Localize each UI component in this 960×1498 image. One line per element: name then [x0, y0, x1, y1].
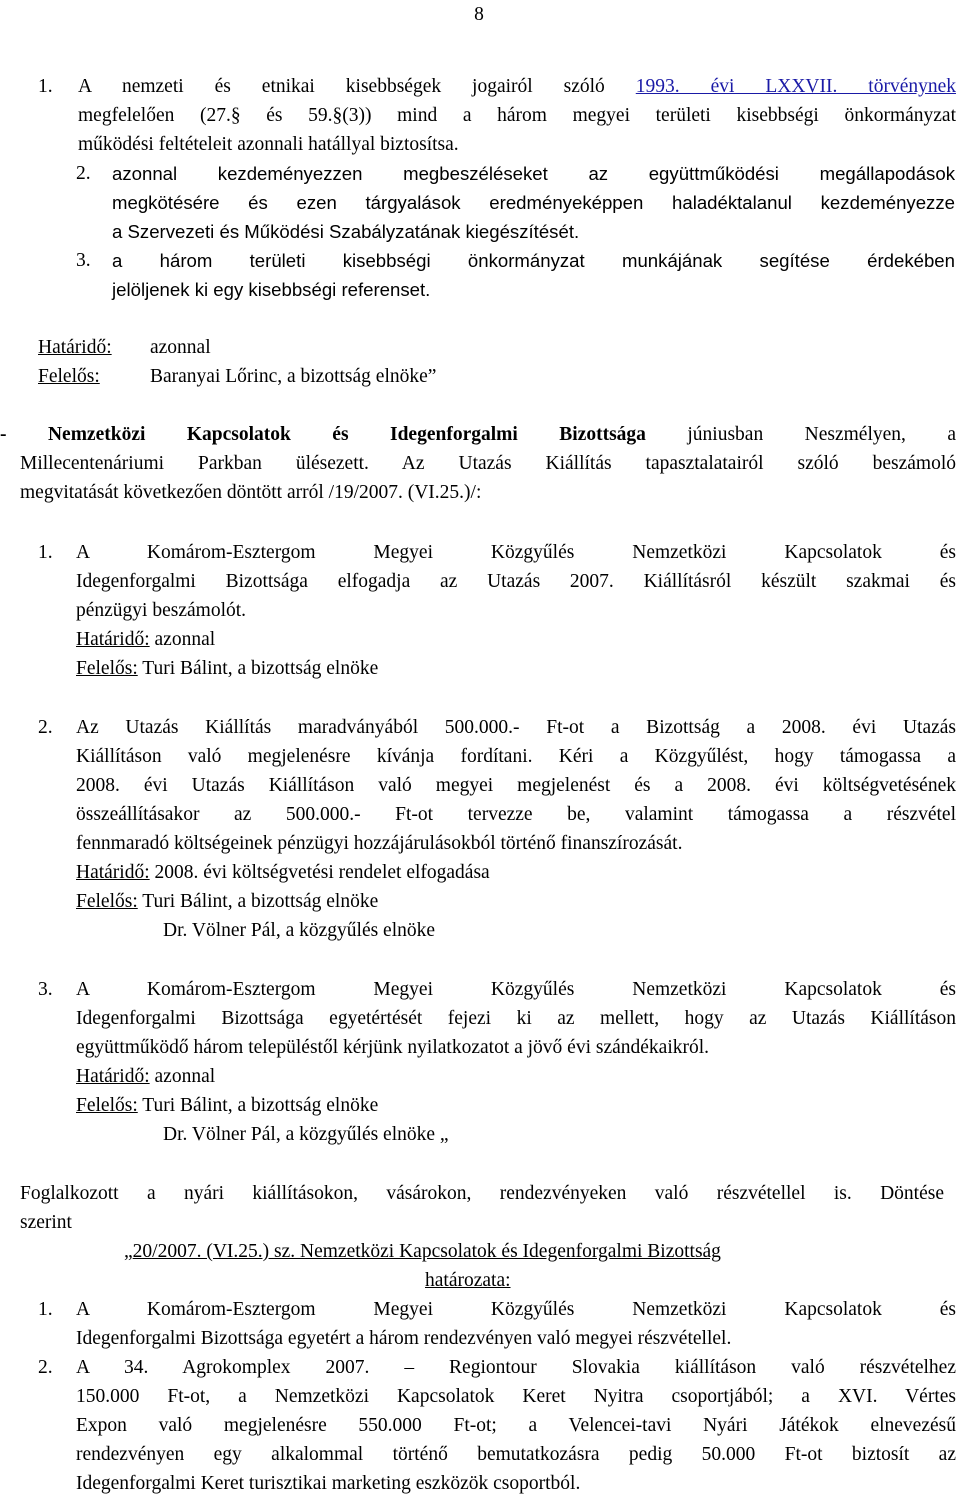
decision-b-item3-num: 3.	[38, 979, 53, 1000]
responsible-label: Felelős:	[76, 891, 138, 912]
committee-intro-line2: Millecentenáriumi Parkban ülésezett. Az Utazás Kiállítás tapasztalatairól szóló beszámoló	[20, 453, 956, 474]
list-a-item1-num: 1.	[38, 76, 53, 97]
decision-c-item2-num: 2.	[38, 1357, 53, 1378]
decision-b-item1-line2: Idegenforgalmi Bizottsága elfogadja az Utazás 2007. Kiállításról készült szakmai és	[76, 571, 956, 592]
decision-b-item1-responsible	[76, 654, 378, 683]
list-a-item1-line3: működési feltételeit azonnali hatállyal biztosítsa.	[78, 134, 459, 155]
list-a-item2-line2: megkötésére és ezen tárgyalások eredményeképpen haladéktalanul kezdeményezze	[112, 192, 955, 213]
decision-c-item2-line4: rendezvényen egy alkalommal történő bemutatkozásra pedig 50.000 Ft-ot biztosít az	[76, 1444, 956, 1465]
decision-b-item1-num: 1.	[38, 542, 53, 563]
decision-b-item1-line1: A Komárom-Esztergom Megyei Közgyűlés Nemzetközi Kapcsolatok és	[76, 542, 956, 563]
committee-intro-line3: megvitatását következően döntött arról /19/2007. (VI.25.)/:	[20, 482, 482, 503]
responsible-value: Turi Bálint, a bizottság elnöke	[142, 891, 379, 912]
decision-c-item1-line2: Idegenforgalmi Bizottsága egyetért a három rendezvényen való megyei részvétellel.	[76, 1328, 732, 1349]
deadline-value: azonnal	[154, 1066, 216, 1087]
deadline-value: azonnal	[150, 337, 211, 358]
resolution-number: 20/2007. (VI.25.) sz. Nemzetközi Kapcsolatok és Idegenforgalmi Bizottság	[132, 1241, 721, 1262]
committee-intro-rest: júniusban Neszmélyen, a	[687, 424, 957, 445]
decision-c-item2-line2: 150.000 Ft-ot, a Nemzetközi Kapcsolatok Keret Nyitra csoportjából; a XVI. Vértes	[76, 1386, 956, 1407]
decision-b-item1-deadline	[76, 625, 215, 654]
deadline-value: 2008. évi költségvetési rendelet elfogadása	[154, 862, 490, 883]
decision-b-item2-line3: 2008. évi Utazás Kiállításon való megyei megjelenést és a 2008. évi költségvetésének	[76, 775, 956, 796]
responsible-value: Turi Bálint, a bizottság elnöke	[142, 1095, 379, 1116]
list-a-item3-line1: a három területi kisebbségi önkormányzat munkájának segítése érdekében	[112, 250, 955, 271]
responsible-value: Turi Bálint, a bizottság elnöke	[142, 658, 379, 679]
responsible-label: Felelős:	[76, 1095, 138, 1116]
opening-quote: „	[124, 1241, 133, 1262]
decision-b-item1-line3: pénzügyi beszámolót.	[76, 600, 247, 621]
list-a-item2-line3: a Szervezeti és Működési Szabályzatának kiegészítését.	[112, 221, 580, 242]
deadline-value: azonnal	[154, 629, 216, 650]
list-a-item2-line1: azonnal kezdeményezzen megbeszéléseket az együttműködési megállapodások	[112, 163, 955, 184]
bullet-dash: -	[0, 424, 7, 445]
list-a-item1-line1	[78, 72, 956, 101]
decision-b-item2-num: 2.	[38, 717, 53, 738]
decision-c-item1-num: 1.	[38, 1299, 53, 1320]
page-number: 8	[474, 4, 484, 25]
decision-c-item1-line1: A Komárom-Esztergom Megyei Közgyűlés Nemzetközi Kapcsolatok és	[76, 1299, 956, 1320]
decision-b-item3-line1: A Komárom-Esztergom Megyei Közgyűlés Nemzetközi Kapcsolatok és	[76, 979, 956, 1000]
decision-b-item2-line2: Kiállításon való megjelenésre kívánja fordítani. Kéri a Közgyűlést, hogy támogassa a	[76, 746, 956, 767]
decision-b-item3-responsible2: Dr. Völner Pál, a közgyűlés elnöke „	[163, 1124, 449, 1145]
responsible-label: Felelős:	[76, 658, 138, 679]
responsible-value: Baranyai Lőrinc, a bizottság elnöke”	[150, 366, 437, 387]
decision-b-item3-responsible	[76, 1091, 378, 1120]
deadline-label: Határidő:	[76, 1066, 150, 1087]
deadline-label: Határidő:	[76, 629, 150, 650]
deadline-label: Határidő:	[38, 337, 112, 358]
summer-events-line1: Foglalkozott a nyári kiállításokon, vásárokon, rendezvényeken való részvétellel is. Döntése	[20, 1183, 944, 1204]
committee-intro-line1	[0, 420, 956, 449]
resolution-title-line1	[124, 1237, 721, 1266]
decision-b-item2-line4: összeállításakor az 500.000.- Ft-ot tervezze be, valamint támogassa a részvétel	[76, 804, 956, 825]
law-link[interactable]: 1993. évi LXXVII. törvénynek	[635, 76, 957, 97]
deadline-label: Határidő:	[76, 862, 150, 883]
decision-c-item2-line5: Idegenforgalmi Keret turisztikai marketing eszközök csoportból.	[76, 1473, 581, 1494]
list-a-item1-line2: megfelelően (27.§ és 59.§(3)) mind a három megyei területi kisebbségi önkormányzat	[78, 105, 956, 126]
decision-b-item2-responsible2: Dr. Völner Pál, a közgyűlés elnöke	[163, 920, 436, 941]
decision-b-item2-responsible	[76, 887, 378, 916]
committee-name: Nemzetközi Kapcsolatok és Idegenforgalmi Bizottsága	[47, 424, 646, 445]
decision-b-item2-line5: fennmaradó költségeinek pénzügyi hozzájárulásokból történő finanszírozását.	[76, 833, 683, 854]
resolution-title-line2: határozata:	[425, 1270, 511, 1291]
decision-c-item2-line3: Expon való megjelenésre 550.000 Ft-ot; a Velencei-tavi Nyári Játékok elnevezésű	[76, 1415, 956, 1436]
decision-b-item2-deadline	[76, 858, 490, 887]
list-a-item2-num: 2.	[76, 163, 91, 184]
list-a-item1-text: A nemzeti és etnikai kisebbségek jogairól szóló	[78, 76, 605, 97]
decision-b-item2-line1: Az Utazás Kiállítás maradványából 500.000.- Ft-ot a Bizottság a 2008. évi Utazás	[76, 717, 956, 738]
decision-c-item2-line1: A 34. Agrokomplex 2007. – Regiontour Slovakia kiállításon való részvételhez	[76, 1357, 956, 1378]
list-a-item3-line2: jelöljenek ki egy kisebbségi referenset.	[112, 279, 431, 300]
decision-b-item3-line2: Idegenforgalmi Bizottsága egyetértését fejezi ki az mellett, hogy az Utazás Kiállításon	[76, 1008, 956, 1029]
summer-events-line2: szerint	[20, 1212, 72, 1233]
list-a-item3-num: 3.	[76, 250, 91, 271]
decision-b-item3-deadline	[76, 1062, 215, 1091]
responsible-label: Felelős:	[38, 366, 100, 387]
decision-b-item3-line3: együttműködő három településtől kérjünk nyilatkozatot a jövő évi szándékaikról.	[76, 1037, 710, 1058]
